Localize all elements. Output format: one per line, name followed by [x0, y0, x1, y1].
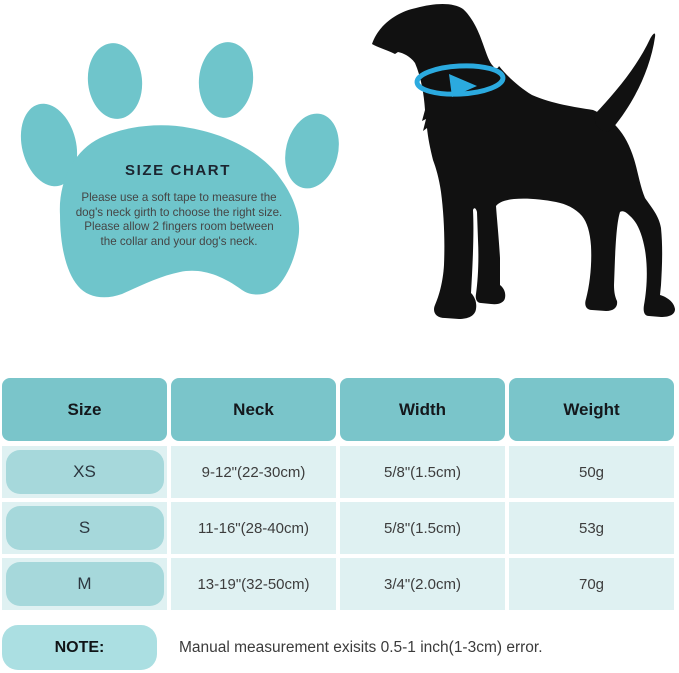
header-weight: Weight: [509, 378, 674, 441]
size-badge: S: [6, 506, 164, 550]
header-size: Size: [2, 378, 167, 441]
neck-cell: 11-16"(28-40cm): [171, 502, 336, 554]
neck-cell: 13-19"(32-50cm): [171, 558, 336, 610]
neck-cell: 9-12"(22-30cm): [171, 446, 336, 498]
paw-description-line: dog's neck girth to choose the right size.: [75, 205, 283, 219]
table-row: [2, 502, 677, 554]
weight-cell: 50g: [509, 446, 674, 498]
size-badge: XS: [6, 450, 164, 494]
dog-body: [372, 4, 675, 319]
size-cell: [2, 558, 167, 610]
note-row: [2, 625, 677, 670]
paw-description-line: the collar and your dog's neck.: [100, 234, 258, 248]
paw-description: [48, 191, 310, 249]
header-neck: Neck: [171, 378, 336, 441]
width-cell: 5/8"(1.5cm): [340, 502, 505, 554]
dog-tail: [595, 33, 656, 131]
table-row: [2, 558, 677, 610]
note-text: Manual measurement exisits 0.5-1 inch(1-3cm) error.: [179, 638, 543, 656]
size-table: [2, 378, 677, 610]
header-width: Width: [340, 378, 505, 441]
dog-silhouette: [372, 4, 675, 319]
paw-toe-midright: [195, 39, 257, 120]
size-cell: [2, 502, 167, 554]
note-badge: NOTE:: [2, 625, 157, 670]
paw-title: SIZE CHART: [125, 162, 231, 179]
table-header-row: [2, 378, 677, 441]
width-cell: 5/8"(1.5cm): [340, 446, 505, 498]
table-row: [2, 446, 677, 498]
weight-cell: 53g: [509, 502, 674, 554]
paw-toe-right: [278, 108, 347, 194]
weight-cell: 70g: [509, 558, 674, 610]
paw-description-line: Please use a soft tape to measure the: [81, 191, 277, 204]
width-cell: 3/4"(2.0cm): [340, 558, 505, 610]
size-cell: [2, 446, 167, 498]
paw-toe-midleft: [84, 40, 146, 121]
paw-description-line: Please allow 2 fingers room between: [84, 220, 274, 234]
size-badge: M: [6, 562, 164, 606]
